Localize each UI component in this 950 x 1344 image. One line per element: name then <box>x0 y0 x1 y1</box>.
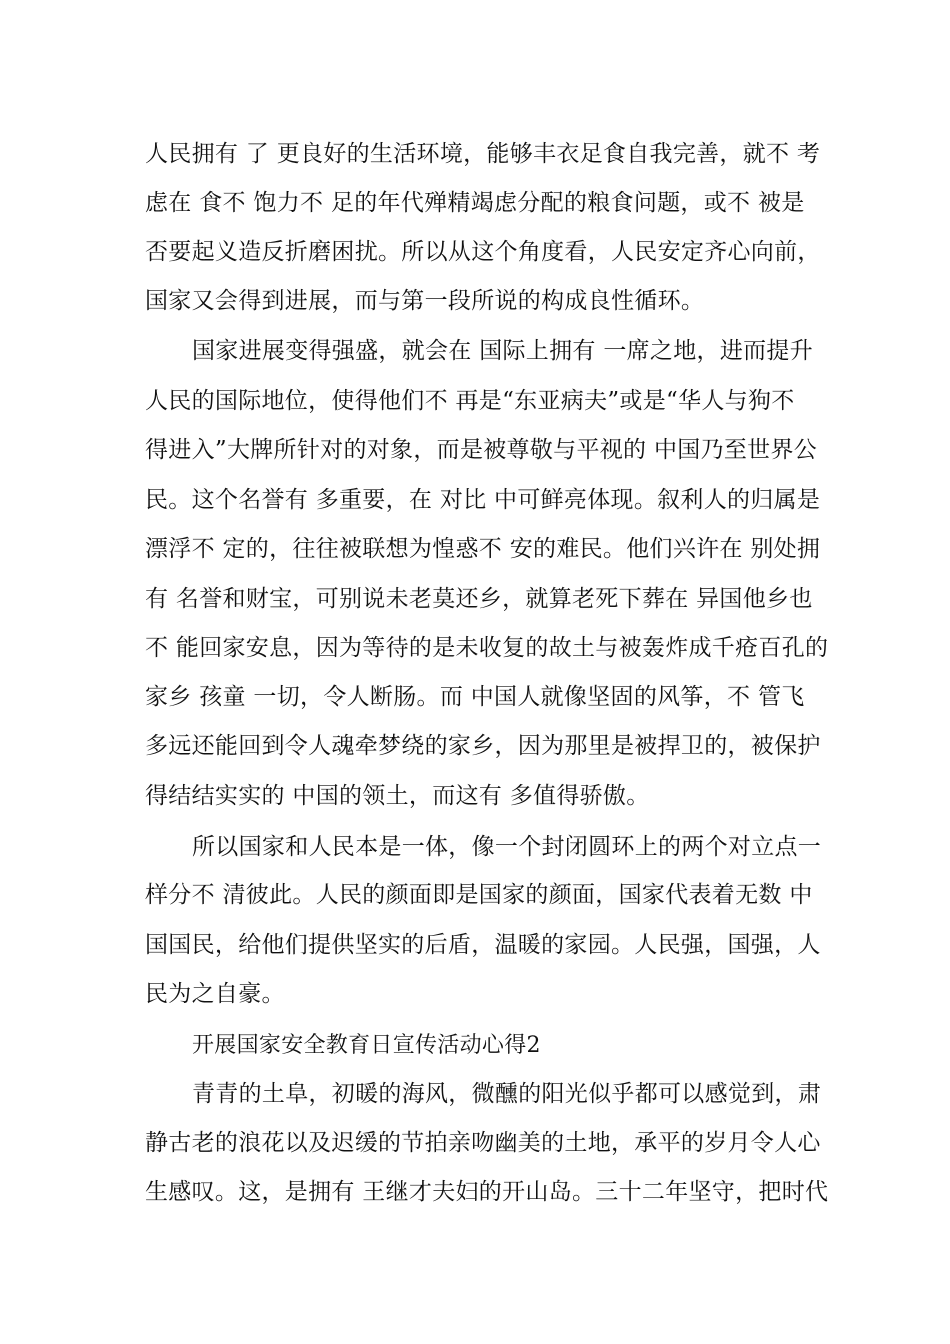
paragraph-4-line-2: 静古老的浪花以及迟缓的节拍亲吻幽美的土地，承平的岁月令人心 <box>145 1130 821 1156</box>
paragraph-2-line-4: 民。这个名誉有 多重要，在 对比 中可鲜亮体现。叙利人的归属是 <box>145 487 821 513</box>
paragraph-4-line-3: 生感叹。这，是拥有 王继才夫妇的开山岛。三十二年坚守，把时代 <box>145 1179 829 1205</box>
paragraph-3-line-3: 国国民，给他们提供坚实的后盾，温暖的家园。人民强，国强，人 <box>145 932 821 958</box>
paragraph-2-line-6: 有 名誉和财宝，可别说未老莫还乡，就算老死下葬在 异国他乡也 <box>145 586 813 612</box>
paragraph-2-line-3: 得进入”大牌所针对的对象，而是被尊敬与平视的 中国乃至世界公 <box>145 437 818 463</box>
paragraph-2-line-5: 漂浮不 定的，往往被联想为惶惑不 安的难民。他们兴许在 别处拥 <box>145 536 821 562</box>
paragraph-1-line-4: 国家又会得到进展，而与第一段所说的构成良性循环。 <box>145 288 705 314</box>
paragraph-2-line-8: 家乡 孩童 一切，令人断肠。而 中国人就像坚固的风筝，不 管飞 <box>145 684 805 710</box>
paragraph-3-line-1: 所以国家和人民本是一体，像一个封闭圆环上的两个对立点一 <box>192 834 822 860</box>
paragraph-2-line-7: 不 能回家安息，因为等待的是未收复的故土与被轰炸成千疮百孔的 <box>145 635 829 661</box>
paragraph-1-line-1: 人民拥有 了 更良好的生活环境，能够丰衣足食自我完善，就不 考 <box>145 141 821 167</box>
paragraph-2-line-2: 人民的国际地位，使得他们不 再是“东亚病夫”或是“华人与狗不 <box>145 388 795 414</box>
paragraph-3-line-4: 民为之自豪。 <box>145 981 285 1007</box>
paragraph-2-line-9: 多远还能回到令人魂牵梦绕的家乡，因为那里是被捍卫的，被保护 <box>145 733 821 759</box>
paragraph-1-line-2: 虑在 食不 饱力不 足的年代殚精竭虑分配的粮食问题，或不 被是 <box>145 190 805 216</box>
paragraph-4-line-1: 青青的土阜，初暖的海风，微醺的阳光似乎都可以感觉到，肃 <box>192 1081 822 1107</box>
paragraph-2-line-1: 国家进展变得强盛，就会在 国际上拥有 一席之地，进而提升 <box>192 338 814 364</box>
section-heading: 开展国家安全教育日宣传活动心得2 <box>192 1033 541 1058</box>
paragraph-3-line-2: 样分不 清彼此。人民的颜面即是国家的颜面，国家代表着无数 中 <box>145 882 813 908</box>
paragraph-2-line-10: 得结结实实的 中国的领土，而这有 多值得骄傲。 <box>145 783 650 809</box>
paragraph-1-line-3: 否要起义造反折磨困扰。所以从这个角度看，人民安定齐心向前， <box>145 239 821 265</box>
